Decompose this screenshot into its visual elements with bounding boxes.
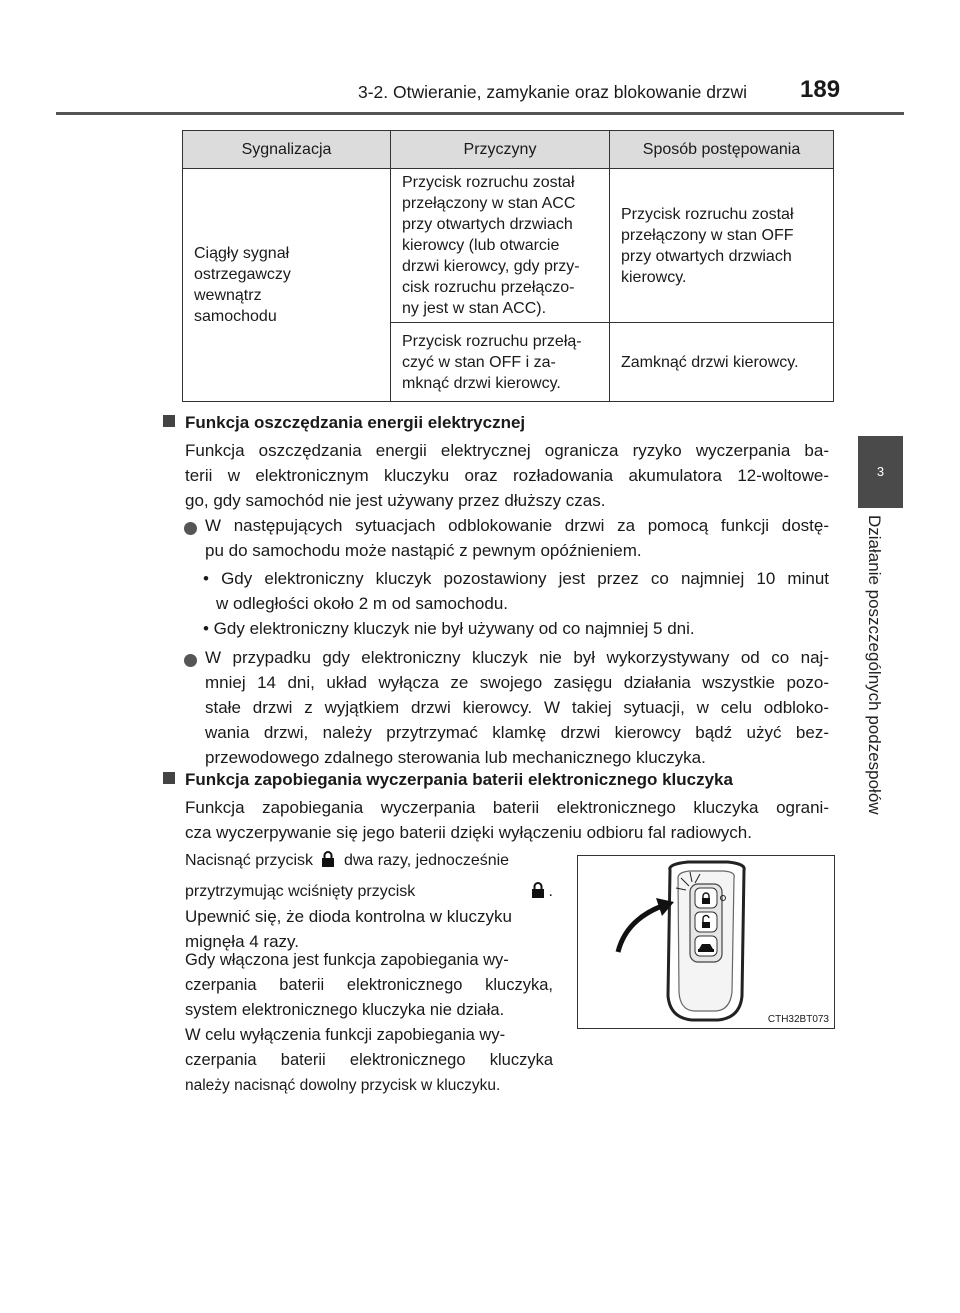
- text-line: w odległości około 2 m od samochodu.: [216, 594, 508, 613]
- text-line: należy nacisnąć dowolny przycisk w kluczyku.: [185, 1077, 501, 1094]
- cell-line: przełączony w stan ACC: [402, 195, 576, 212]
- text-line: czerpania baterii elektronicznego kluczyka,: [185, 976, 553, 994]
- cell-line: Przycisk rozruchu został: [402, 174, 575, 191]
- figure-code: CTH32BT073: [767, 1014, 829, 1025]
- text-line: W przypadku gdy elektroniczny kluczyk nie był wykorzystywany od co naj-: [205, 648, 829, 667]
- text-line: Funkcja zapobiegania wyczerpania baterii elektronicznego kluczyka ograni-: [185, 798, 829, 817]
- cell-line: cisk rozruchu przełączo-: [402, 279, 575, 296]
- page-number: 189: [800, 76, 841, 103]
- text-line: terii w elektronicznym kluczyku oraz rozładowania akumulatora 12-woltowe-: [185, 466, 829, 485]
- cell-line: kierowcy.: [621, 268, 687, 286]
- header-rule: [56, 112, 904, 115]
- text-run: Nacisnąć przycisk: [185, 852, 314, 869]
- cell-line: drzwi kierowcy, gdy przy-: [402, 258, 580, 275]
- header-title: 3-2. Otwieranie, zamykanie oraz blokowanie drzwi: [358, 82, 748, 102]
- text-line: Funkcja oszczędzania energii elektrycznej ogranicza ryzyko wyczerpania ba-: [185, 441, 829, 460]
- lock-icon: [531, 881, 545, 899]
- square-bullet-icon: [163, 415, 175, 427]
- col-header: Sygnalizacja: [183, 131, 391, 169]
- cell-line: Przycisk rozruchu został: [621, 205, 794, 223]
- text-line: cza wyczerpywanie się jego baterii dzięki wyłączeniu odbioru fal radiowych.: [185, 823, 752, 842]
- cell-line: Ciągły sygnał: [194, 245, 290, 262]
- cell-line: przy otwartych drzwiach: [402, 216, 573, 233]
- cell-line: Zamknąć drzwi kierowcy.: [621, 353, 799, 371]
- paragraph: [185, 795, 829, 845]
- bullet-item: [205, 513, 829, 563]
- text-line: przewodowego zdalnego sterowania lub mechanicznego kluczyka.: [205, 748, 706, 767]
- cause-cell: [391, 169, 610, 323]
- section-heading: [163, 410, 525, 435]
- cell-line: samochodu: [194, 308, 277, 325]
- text-line: Gdy włączona jest funkcja zapobiegania wy-: [185, 951, 509, 969]
- paragraph: [185, 438, 829, 513]
- text-run: przytrzymując wciśnięty przycisk: [185, 883, 416, 900]
- cell-line: przełączony w stan OFF: [621, 226, 794, 244]
- col-header: Sposób postępowania: [610, 131, 834, 169]
- action-cell: [610, 323, 834, 402]
- text-line: W następujących sytuacjach odblokowanie drzwi za pomocą funkcji dostę-: [205, 516, 829, 535]
- text-line: go, gdy samochód nie jest używany przez dłuższy czas.: [185, 491, 606, 510]
- text-run: dwa razy, jednocześnie: [343, 852, 510, 869]
- signal-cell: [183, 169, 391, 402]
- smart-key-icon: [578, 856, 834, 1028]
- cell-line: Przycisk rozruchu przełą-: [402, 332, 582, 350]
- text-line: [185, 848, 553, 873]
- text-line: Upewnić się, że dioda kontrolna w kluczyku: [185, 907, 512, 926]
- chapter-tab: 3: [858, 436, 903, 508]
- text-line: W celu wyłączenia funkcji zapobiegania wy-: [185, 1026, 506, 1044]
- square-bullet-icon: [163, 772, 175, 784]
- text-line: pu do samochodu może nastąpić z pewnym opóźnieniem.: [205, 541, 642, 560]
- cell-line: przy otwartych drzwiach: [621, 247, 792, 265]
- col-header: Przyczyny: [391, 131, 610, 169]
- paragraph: [185, 948, 553, 1098]
- instruction-paragraph: [185, 848, 553, 954]
- text-line: stałe drzwi z wyjątkiem drzwi kierowcy. W takiej sytuacji, w celu odbloko-: [205, 698, 829, 717]
- chapter-label: Działanie poszczególnych podzespołów: [865, 515, 884, 815]
- cell-line: ny jest w stan ACC).: [402, 300, 547, 317]
- section-heading: [163, 767, 733, 792]
- round-bullet-icon-wrap: [184, 650, 197, 675]
- table-row: [183, 169, 834, 323]
- text-line: wania drzwi, należy przytrzymać klamkę drzwi kierowcy bądź użyć bez-: [205, 723, 829, 742]
- heading-text: Funkcja zapobiegania wyczerpania baterii elektronicznego kluczyka: [185, 770, 733, 789]
- text-line: czerpania baterii elektronicznego kluczyka: [185, 1051, 553, 1069]
- cell-line: kierowcy (lub otwarcie: [402, 237, 560, 254]
- cell-line: mknąć drzwi kierowcy.: [402, 374, 561, 392]
- text-line: system elektronicznego kluczyka nie działa.: [185, 1001, 505, 1019]
- text-line: [185, 879, 553, 904]
- cause-cell: [391, 323, 610, 402]
- bullet-item: [205, 645, 829, 770]
- cell-line: czyć w stan OFF i za-: [402, 353, 556, 371]
- text-line: • Gdy elektroniczny kluczyk pozostawiony jest przez co najmniej 10 minut: [203, 569, 829, 588]
- warning-table: [182, 130, 834, 402]
- text-run: .: [548, 883, 553, 900]
- round-bullet-icon: [184, 522, 197, 535]
- text-line: mignęła 4 razy.: [185, 932, 300, 951]
- heading-text: Funkcja oszczędzania energii elektrycznej: [185, 413, 526, 432]
- round-bullet-icon-wrap: [184, 518, 197, 543]
- cell-line: ostrzegawczy: [194, 266, 291, 283]
- cell-line: wewnątrz: [194, 287, 262, 304]
- round-bullet-icon: [184, 654, 197, 667]
- key-illustration: [577, 855, 835, 1029]
- lock-icon: [321, 850, 335, 868]
- action-cell: [610, 169, 834, 323]
- table-header-row: [183, 131, 834, 169]
- sub-item: [203, 566, 829, 616]
- sub-item: • Gdy elektroniczny kluczyk nie był używany od co najmniej 5 dni.: [203, 619, 695, 638]
- text-line: mniej 14 dni, układ wyłącza ze swojego zasięgu działania wszystkie pozo-: [205, 673, 829, 692]
